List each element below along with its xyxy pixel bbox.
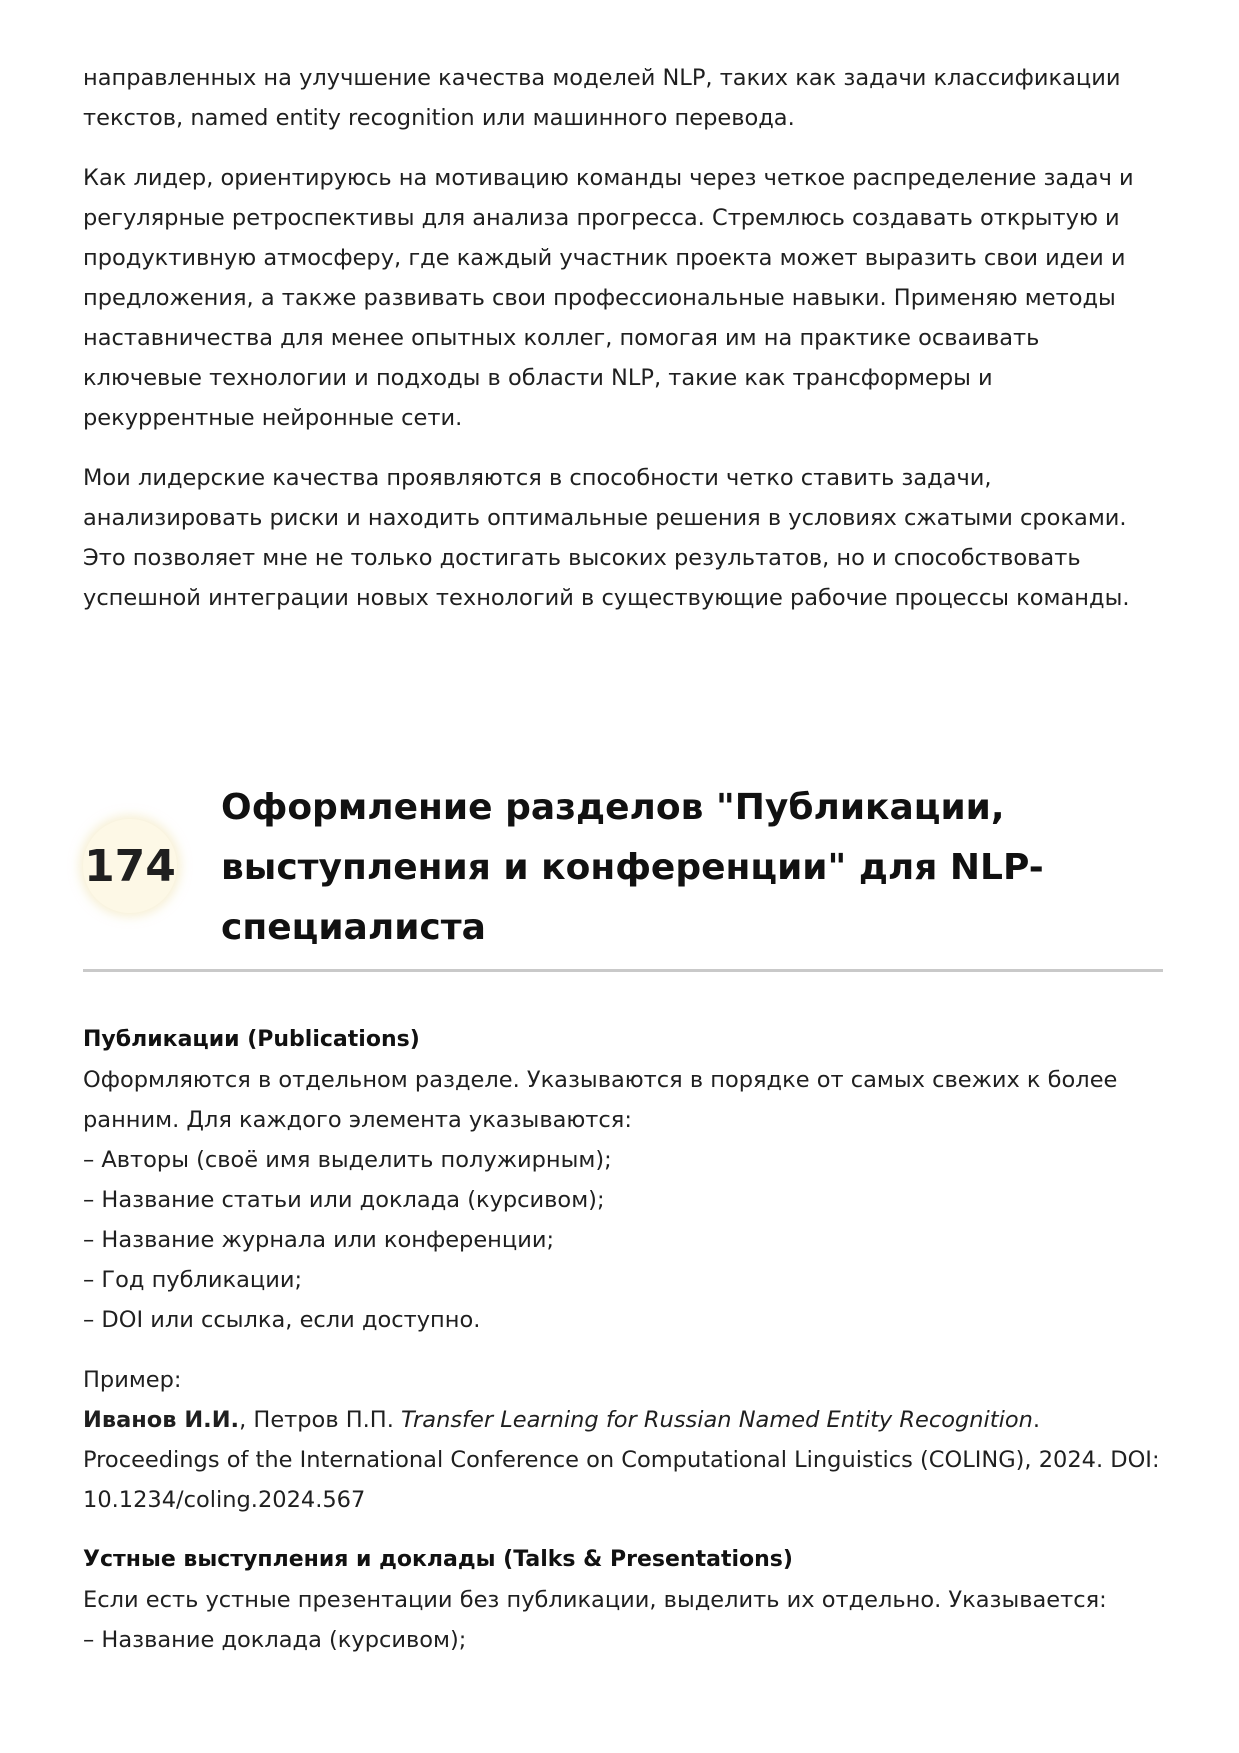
talks-section [83, 1540, 1163, 1660]
document-page [83, 58, 1163, 1680]
publications-section [83, 1020, 1163, 1520]
talks-heading: Устные выступления и доклады (Talks & Presentations) [83, 1547, 793, 1572]
intro-paragraph-1: направленных на улучшение качества моделей NLP, таких как задачи классификации текстов, named entity recognition или машинного перевода. [83, 65, 1121, 131]
list-item: – Год публикации; [83, 1267, 303, 1293]
section-spacer [83, 638, 1163, 778]
example-coauthors: , Петров П.П. [239, 1407, 402, 1433]
publications-body [83, 1060, 1163, 1340]
list-item: – DOI или ссылка, если доступно. [83, 1307, 481, 1333]
list-item: – Название журнала или конференции; [83, 1227, 555, 1253]
list-item: – Авторы (своё имя выделить полужирным); [83, 1147, 612, 1173]
section-title: Оформление разделов "Публикации, выступления и конференции" для NLP-специалиста [221, 787, 1044, 948]
list-item: – Название статьи или доклада (курсивом); [83, 1187, 605, 1213]
talks-intro: Если есть устные презентации без публикации, выделить их отдельно. Указывается: [83, 1587, 1107, 1613]
publications-intro: Оформляются в отдельном разделе. Указываются в порядке от самых свежих к более ранним. Для каждого элемента указываются: [83, 1067, 1118, 1133]
section-number-badge: 174 [83, 819, 177, 913]
intro-paragraph-3: Мои лидерские качества проявляются в способности четко ставить задачи, анализировать риски и находить оптимальные решения в условиях сжатыми сроками. Это позволяет мне не только достигать высоких результатов, но и способствовать успешной интеграции новых технологий в существующие рабочие процессы команды. [83, 465, 1130, 611]
intro-paragraph-2: Как лидер, ориентируюсь на мотивацию команды через четкое распределение задач и регулярные ретроспективы для анализа прогресса. Стремлюсь создавать открытую и продуктивную атмосферу, где каждый участник проекта может выразить свои идеи и предложения, а также развивать свои профессиональные навыки. Применяю методы наставничества для менее опытных коллег, помогая им на практике осваивать ключевые технологии и подходы в области NLP, такие как трансформеры и рекуррентные нейронные сети. [83, 165, 1134, 431]
example-title: Transfer Learning for Russian Named Entity Recognition [401, 1407, 1033, 1433]
publications-heading: Публикации (Publications) [83, 1027, 420, 1052]
example-author: Иванов И.И. [83, 1407, 240, 1433]
example-source: . Proceedings of the International Conference on Computational Linguistics (COLING), 2024. DOI: 10.1234/coling.2024.567 [83, 1407, 1160, 1513]
section-header [83, 778, 1163, 972]
talks-body [83, 1580, 1163, 1660]
publication-example [83, 1360, 1163, 1520]
list-item: – Название доклада (курсивом); [83, 1627, 467, 1653]
example-citation [83, 1407, 1160, 1513]
example-label: Пример: [83, 1367, 182, 1393]
